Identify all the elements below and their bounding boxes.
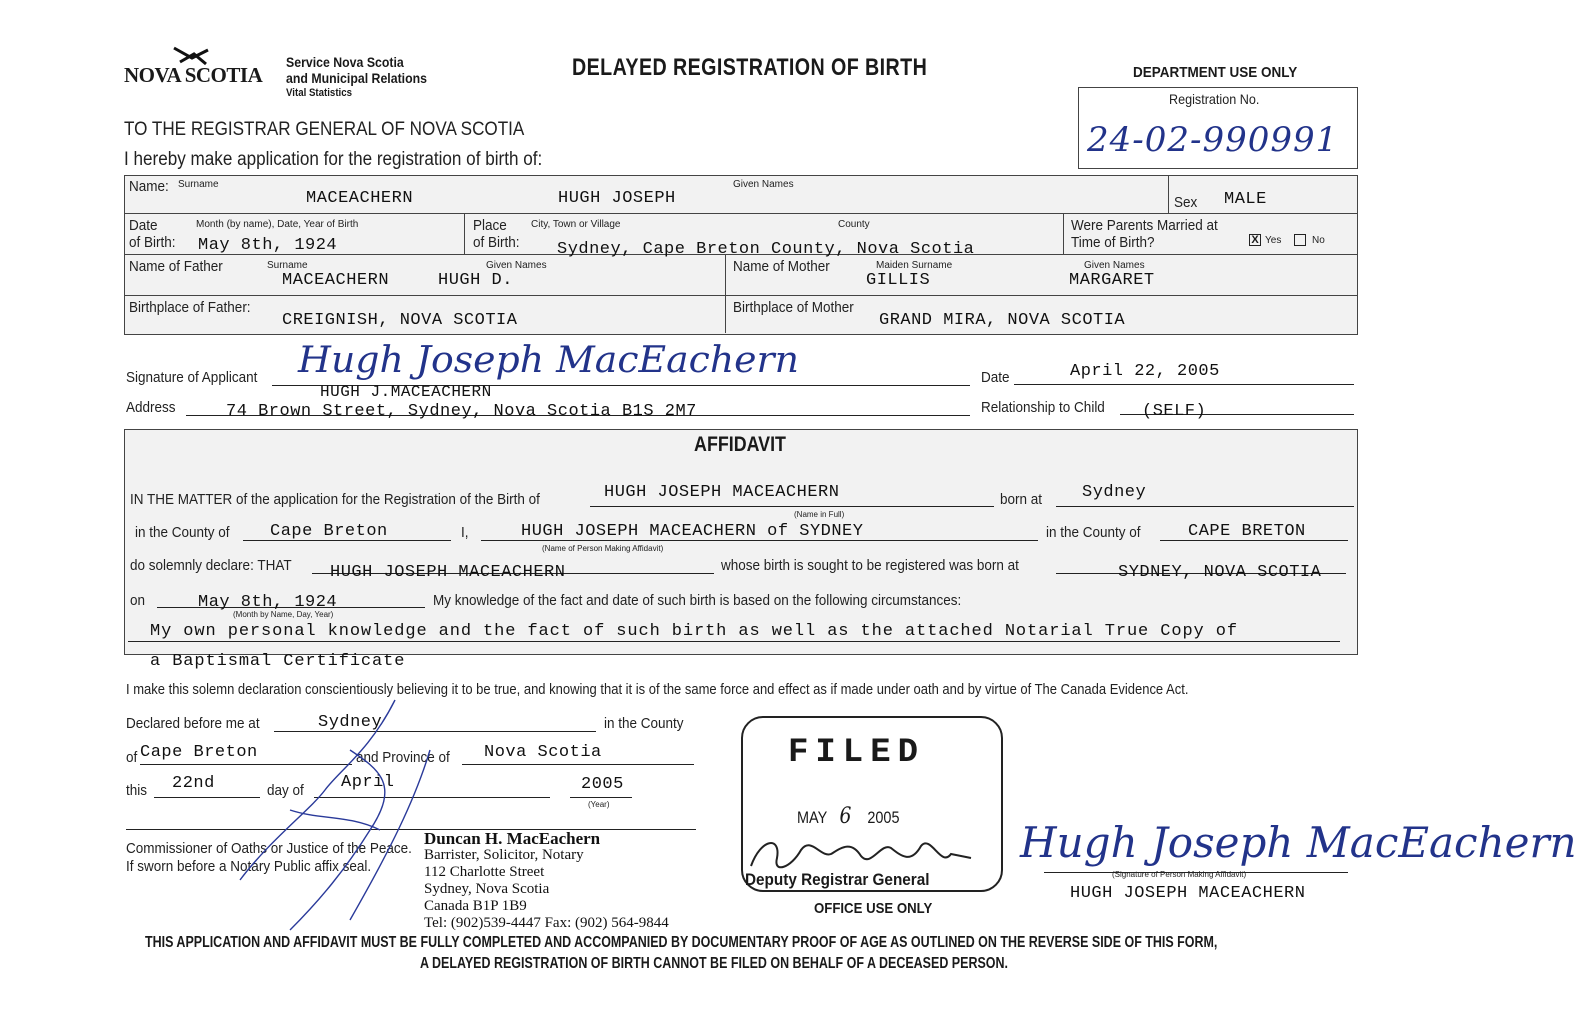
deponent-hint: (Name of Person Making Affidavit) bbox=[542, 544, 664, 553]
address-label: Address bbox=[126, 399, 176, 416]
place-label-2: of Birth: bbox=[473, 234, 520, 251]
registration-no: 24-02-990991 bbox=[1087, 120, 1339, 160]
filed-stamp bbox=[741, 716, 1003, 892]
name-label: Name: bbox=[129, 178, 169, 195]
sex-label: Sex bbox=[1174, 194, 1198, 211]
application-line: I hereby make application for the registration of birth of: bbox=[124, 149, 543, 170]
department-line-2: and Municipal Relations bbox=[286, 70, 428, 86]
solemn-declaration-text: I make this solemn declaration conscientiously believing it to be true, and knowing that it is of the same force and effect as if made under oath and by virtue of The Canada Evidence Act. bbox=[126, 681, 1189, 698]
applicant-printed-name: HUGH J.MACEACHERN bbox=[320, 383, 492, 401]
married-label-2: Time of Birth? bbox=[1071, 234, 1155, 251]
married-no-checkbox[interactable] bbox=[1294, 234, 1306, 246]
in-county-label: in the County bbox=[604, 715, 684, 732]
mother-given-hint: Given Names bbox=[1084, 260, 1145, 271]
to-registrar-line: TO THE REGISTRAR GENERAL OF NOVA SCOTIA bbox=[124, 119, 525, 140]
of-label: of bbox=[126, 749, 138, 766]
address-value: 74 Brown Street, Sydney, Nova Scotia B1S 2M7 bbox=[226, 402, 697, 421]
county-of-label-2: in the County of bbox=[1046, 524, 1141, 541]
this-label: this bbox=[126, 782, 148, 799]
on-date-hint: (Month by Name, Day, Year) bbox=[233, 610, 334, 619]
logo-text: NOVA SCOTIA bbox=[124, 63, 263, 87]
month-value: April bbox=[341, 773, 395, 792]
year-hint: (Year) bbox=[588, 800, 610, 809]
given-names-value: HUGH JOSEPH bbox=[558, 189, 676, 208]
given-names-hint: Given Names bbox=[733, 179, 794, 190]
mother-birthplace-label: Birthplace of Mother bbox=[733, 299, 854, 316]
no-label: No bbox=[1312, 235, 1325, 246]
child-name-value: HUGH JOSEPH MACEACHERN bbox=[604, 483, 840, 502]
matter-text: IN THE MATTER of the application for the Registration of the Birth of bbox=[130, 491, 540, 508]
deponent-signature-hint: (Signature of Person Making Affidavit) bbox=[1112, 870, 1247, 879]
filed-month: MAY bbox=[797, 808, 827, 827]
circumstances-line-2: a Baptismal Certificate bbox=[150, 652, 406, 671]
father-surname-hint: Surname bbox=[267, 260, 308, 271]
mother-given-value: MARGARET bbox=[1069, 271, 1155, 290]
notary-street: 112 Charlotte Street bbox=[424, 864, 545, 880]
surname-hint: Surname bbox=[178, 179, 219, 190]
on-date-value: May 8th, 1924 bbox=[198, 593, 338, 612]
notary-name: Duncan H. MacEachern bbox=[424, 829, 601, 848]
surname-value: MACEACHERN bbox=[306, 189, 414, 208]
filed-year: 2005 bbox=[867, 808, 900, 827]
relationship-label: Relationship to Child bbox=[981, 399, 1105, 416]
city-hint: City, Town or Village bbox=[531, 219, 621, 230]
footer-line-1: THIS APPLICATION AND AFFIDAVIT MUST BE FULLY COMPLETED AND ACCOMPANIED BY DOCUMENTARY PROOF OF AGE AS OUTLINED ON THE REVERSE SIDE OF THIS FORM, bbox=[145, 934, 1218, 951]
on-label: on bbox=[130, 592, 146, 609]
notary-stamp bbox=[424, 830, 669, 932]
dob-label-1: Date bbox=[129, 217, 158, 234]
mother-birthplace-value: GRAND MIRA, NOVA SCOTIA bbox=[879, 311, 1126, 330]
relationship-value: (SELF) bbox=[1142, 402, 1207, 421]
married-yes-checkbox[interactable]: X bbox=[1249, 234, 1261, 246]
mother-maiden-hint: Maiden Surname bbox=[876, 260, 953, 271]
date-value: April 22, 2005 bbox=[1070, 362, 1220, 381]
father-surname-value: MACEACHERN bbox=[282, 271, 390, 290]
county-hint: County bbox=[838, 219, 870, 230]
day-value: 22nd bbox=[172, 774, 215, 793]
department-line-1: Service Nova Scotia bbox=[286, 54, 404, 70]
notary-city: Sydney, Nova Scotia bbox=[424, 881, 550, 897]
declared-name-value: HUGH JOSEPH MACEACHERN bbox=[330, 563, 566, 582]
filed-text: FILED bbox=[788, 734, 926, 772]
deponent-value: HUGH JOSEPH MACEACHERN of SYDNEY bbox=[521, 522, 864, 541]
commissioner-line-2: If sworn before a Notary Public affix seal. bbox=[126, 858, 372, 875]
place-value: Sydney, Cape Breton County, Nova Scotia bbox=[557, 240, 975, 259]
department-use-only: DEPARTMENT USE ONLY bbox=[1133, 64, 1298, 81]
department-line-3: Vital Statistics bbox=[286, 87, 352, 99]
yes-label: Yes bbox=[1265, 235, 1282, 246]
father-label: Name of Father bbox=[129, 258, 223, 275]
registration-no-label: Registration No. bbox=[1169, 91, 1260, 107]
province-label: and Province of bbox=[356, 749, 450, 766]
commissioner-signature bbox=[230, 690, 450, 940]
father-birthplace-label: Birthplace of Father: bbox=[129, 299, 251, 316]
dob-label-2: of Birth: bbox=[129, 234, 176, 251]
birth-location-value: SYDNEY, NOVA SCOTIA bbox=[1118, 563, 1322, 582]
deputy-registrar-label: Deputy Registrar General bbox=[745, 870, 930, 889]
dob-hint: Month (by name), Date, Year of Birth bbox=[196, 219, 359, 230]
signature-label: Signature of Applicant bbox=[126, 369, 258, 386]
married-label-1: Were Parents Married at bbox=[1071, 217, 1218, 234]
deponent-printed-name: HUGH JOSEPH MACEACHERN bbox=[1070, 884, 1306, 903]
knowledge-text: My knowledge of the fact and date of such birth is based on the following circumstances: bbox=[433, 592, 962, 609]
footer-line-2: A DELAYED REGISTRATION OF BIRTH CANNOT BE FILED ON BEHALF OF A DECEASED PERSON. bbox=[420, 955, 1008, 972]
dob-value: May 8th, 1924 bbox=[198, 236, 338, 255]
form-title: DELAYED REGISTRATION OF BIRTH bbox=[572, 54, 928, 81]
year-value: 2005 bbox=[581, 775, 624, 794]
sex-value: MALE bbox=[1224, 190, 1267, 209]
mother-label: Name of Mother bbox=[733, 258, 830, 275]
born-at-value: Sydney bbox=[1082, 483, 1147, 502]
filed-day: 6 bbox=[839, 804, 852, 829]
day-of-label: day of bbox=[267, 782, 304, 799]
registration-box bbox=[1078, 87, 1358, 169]
province-value: Nova Scotia bbox=[484, 743, 602, 762]
father-given-hint: Given Names bbox=[486, 260, 547, 271]
applicant-signature: Hugh Joseph MacEachern bbox=[298, 340, 799, 381]
deponent-signature: Hugh Joseph MacEachern bbox=[1020, 818, 1577, 867]
affidavit-title: AFFIDAVIT bbox=[694, 433, 786, 456]
father-given-value: HUGH D. bbox=[438, 271, 513, 290]
circumstances-line-1: My own personal knowledge and the fact of such birth as well as the attached Notarial True Copy of bbox=[150, 622, 1238, 641]
whose-birth-label: whose birth is sought to be registered was born at bbox=[721, 557, 1019, 574]
notary-title: Barrister, Solicitor, Notary bbox=[424, 847, 584, 863]
date-label: Date bbox=[981, 369, 1010, 386]
commissioner-line-1: Commissioner of Oaths or Justice of the Peace. bbox=[126, 840, 412, 857]
name-in-full-hint: (Name in Full) bbox=[794, 510, 845, 519]
declaration-county-value: Cape Breton bbox=[140, 743, 258, 762]
father-birthplace-value: CREIGNISH, NOVA SCOTIA bbox=[282, 311, 518, 330]
born-at-label: born at bbox=[1000, 491, 1043, 508]
mother-surname-value: GILLIS bbox=[866, 271, 931, 290]
declared-at-value: Sydney bbox=[318, 713, 383, 732]
county-value: Cape Breton bbox=[270, 522, 388, 541]
notary-phone: Tel: (902)539-4447 Fax: (902) 564-9844 bbox=[424, 915, 669, 931]
i-label: I, bbox=[461, 524, 469, 541]
county-of-label: in the County of bbox=[135, 524, 230, 541]
declare-label: do solemnly declare: THAT bbox=[130, 557, 292, 574]
notary-country: Canada B1P 1B9 bbox=[424, 898, 527, 914]
office-use-only: OFFICE USE ONLY bbox=[814, 900, 933, 917]
declared-before-label: Declared before me at bbox=[126, 715, 260, 732]
deponent-county-value: CAPE BRETON bbox=[1188, 522, 1306, 541]
place-label-1: Place bbox=[473, 217, 507, 234]
